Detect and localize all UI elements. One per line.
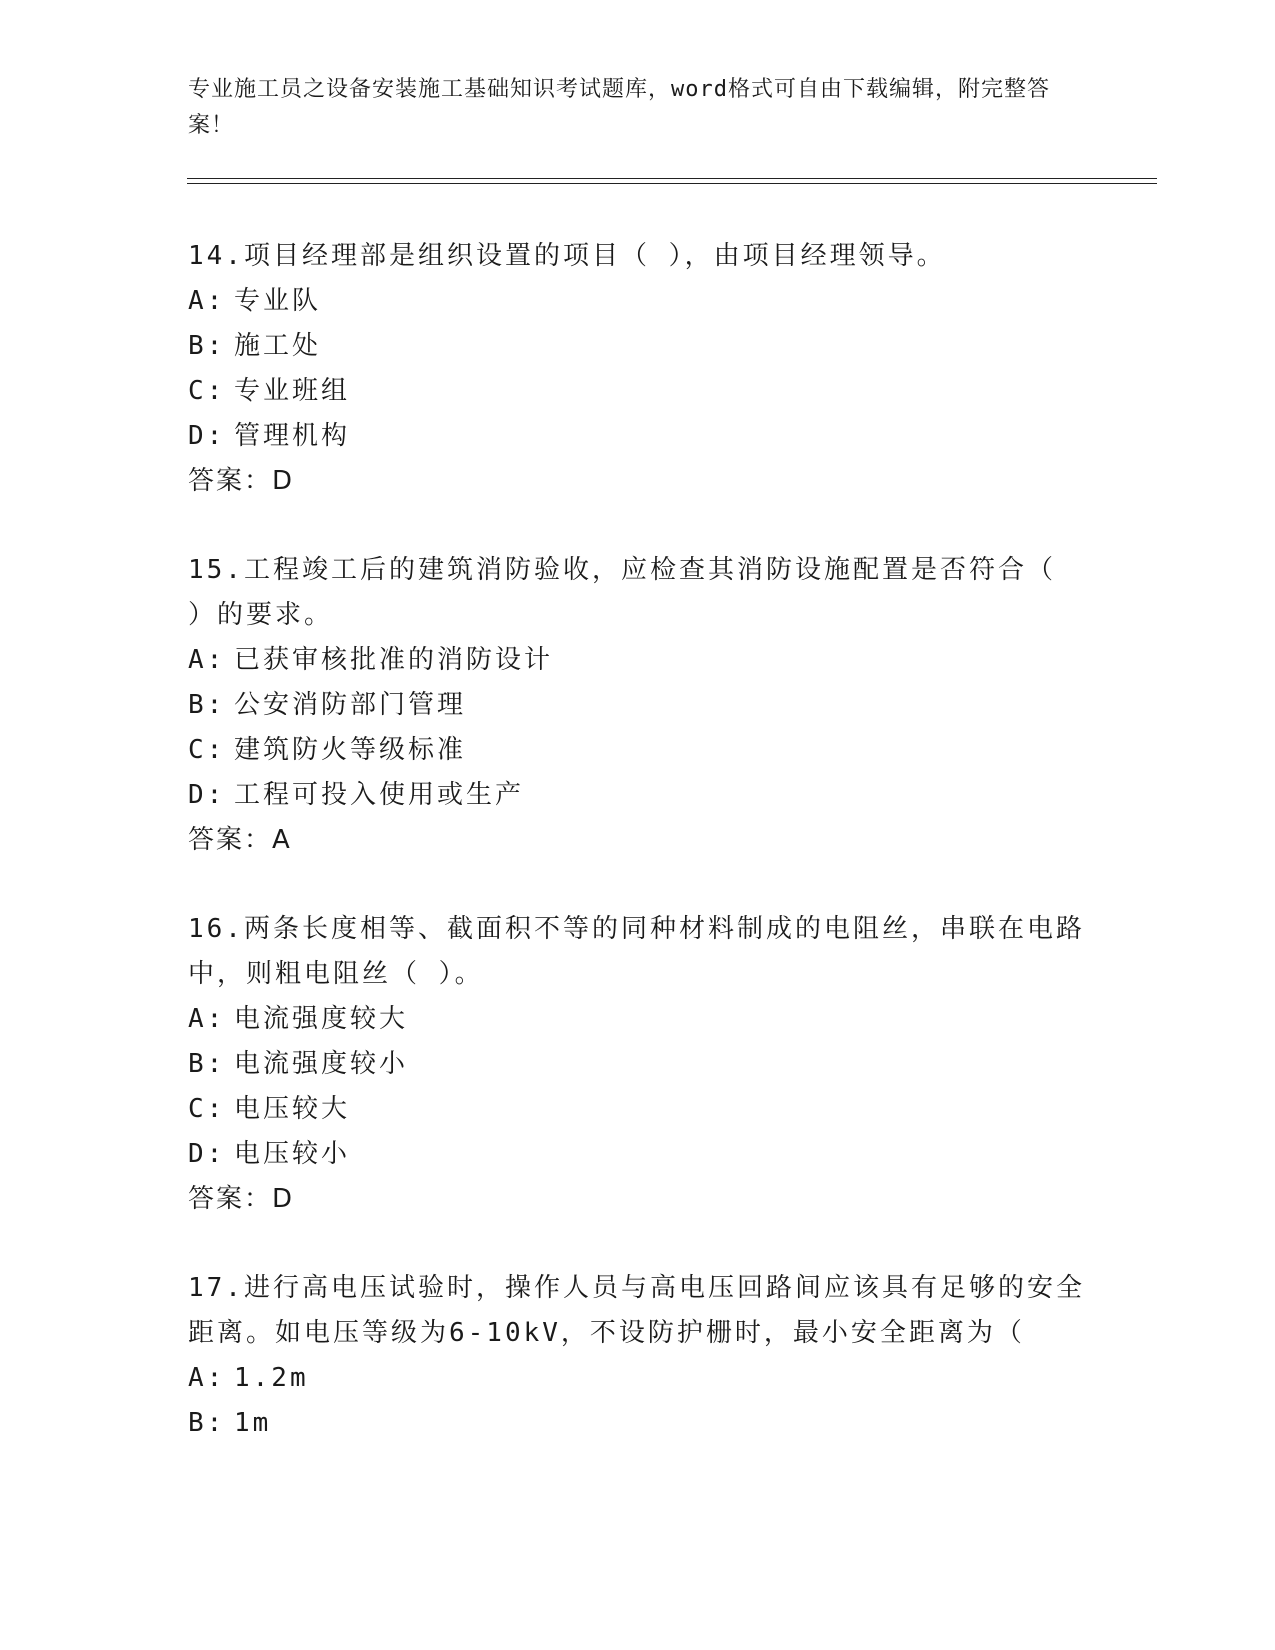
option-text: 管理机构 [234, 421, 351, 451]
option-a [188, 279, 1088, 324]
option-d [188, 414, 1088, 459]
option-key: A: [188, 286, 226, 316]
question-text: 14.项目经理部是组织设置的项目（ ），由项目经理领导。 [188, 241, 946, 271]
option-text: 已获审核批准的消防设计 [234, 645, 554, 675]
question-text: 17.进行高电压试验时，操作人员与高电压回路间应该具有足够的安全距离。如电压等级为6-10kV，不设防护栅时，最小安全距离为（ [188, 1273, 1085, 1348]
option-b [188, 324, 1088, 369]
option-d [188, 1132, 1088, 1177]
option-text: 电流强度较小 [234, 1049, 409, 1079]
option-key: A: [188, 645, 226, 675]
option-key: A: [188, 1363, 226, 1393]
option-key: B: [188, 1049, 226, 1079]
option-c [188, 728, 1088, 773]
option-b [188, 1042, 1088, 1087]
option-text: 专业班组 [234, 376, 351, 406]
option-key: B: [188, 690, 226, 720]
option-key: C: [188, 1094, 226, 1124]
question-text: 15.工程竣工后的建筑消防验收，应检查其消防设施配置是否符合（ ）的要求。 [188, 555, 1056, 630]
option-a [188, 1356, 1088, 1401]
document-header: 专业施工员之设备安装施工基础知识考试题库，word格式可自由下载编辑，附完整答案！ [188, 77, 1050, 138]
option-c [188, 1087, 1088, 1132]
option-b [188, 1401, 1088, 1446]
option-text: 公安消防部门管理 [234, 690, 467, 720]
answer-line: 答案：D [188, 466, 295, 496]
option-key: C: [188, 376, 226, 406]
question-16 [188, 907, 1088, 1222]
answer-line: 答案：D [188, 1184, 295, 1214]
option-key: B: [188, 331, 226, 361]
option-key: A: [188, 1004, 226, 1034]
option-c [188, 369, 1088, 414]
option-b [188, 683, 1088, 728]
question-text: 16.两条长度相等、截面积不等的同种材料制成的电阻丝，串联在电路中，则粗电阻丝（ ）。 [188, 914, 1085, 989]
option-a [188, 638, 1088, 683]
option-text: 电流强度较大 [234, 1004, 409, 1034]
option-key: D: [188, 421, 226, 451]
question-17 [188, 1266, 1088, 1446]
option-text: 专业队 [234, 286, 322, 316]
option-text: 1.2m [234, 1363, 309, 1393]
option-key: B: [188, 1408, 226, 1438]
header-divider [187, 178, 1157, 184]
option-text: 工程可投入使用或生产 [234, 780, 525, 810]
question-14 [188, 234, 1088, 504]
option-key: D: [188, 1139, 226, 1169]
option-text: 1m [234, 1408, 272, 1438]
option-text: 电压较小 [234, 1139, 351, 1169]
option-d [188, 773, 1088, 818]
option-text: 电压较大 [234, 1094, 351, 1124]
option-key: C: [188, 735, 226, 765]
option-text: 建筑防火等级标准 [234, 735, 467, 765]
question-list [188, 234, 1088, 1490]
option-a [188, 997, 1088, 1042]
option-text: 施工处 [234, 331, 322, 361]
question-15 [188, 548, 1088, 863]
answer-line: 答案：A [188, 825, 292, 855]
option-key: D: [188, 780, 226, 810]
